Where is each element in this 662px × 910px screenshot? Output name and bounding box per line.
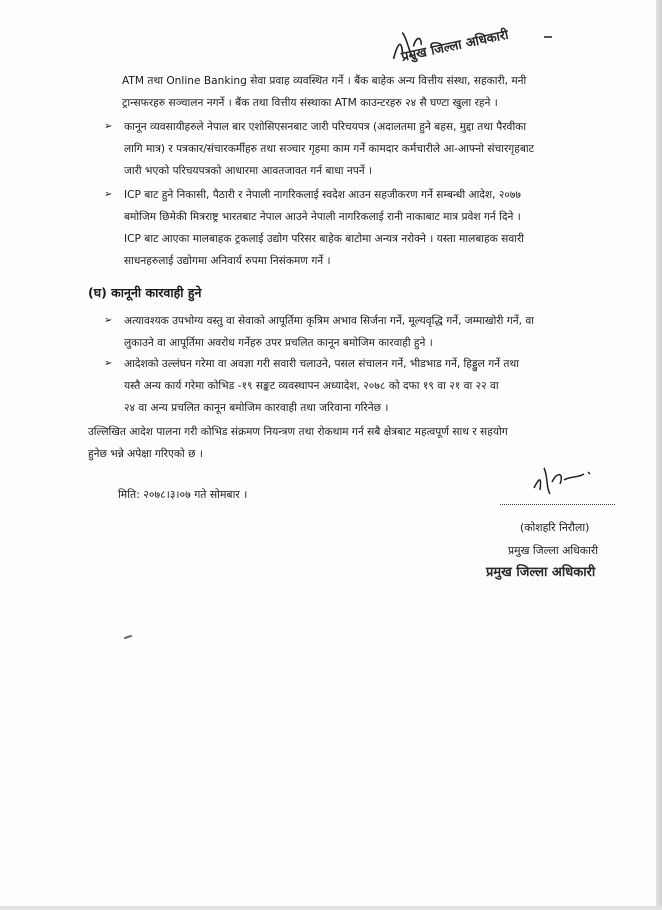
pen-mark xyxy=(544,36,552,38)
bullet-line: साधनहरुलाई उद्योगमा अनिवार्य रुपमा निसंकमण गर्ने । xyxy=(124,255,331,267)
bullet-line: ICP बाट आएका मालबाहक ट्रकलाई उद्योग परिसर बाहेक बाटोमा अन्यत्र नरोक्ने । यस्ता मालबाहक सवारी xyxy=(124,233,525,245)
bullet-arrow-icon: ➢ xyxy=(104,358,113,369)
paragraph-line: ATM तथा Online Banking सेवा प्रवाह व्यवस्थित गर्ने । बैंक बाहेक अन्य वित्तीय संस्था, सहकारी, मनी xyxy=(122,75,527,87)
scan-edge-bottom xyxy=(0,906,662,910)
official-stamp-bottom: प्रमुख जिल्ला अधिकारी xyxy=(486,565,596,580)
bullet-line: ICP बाट हुने निकासी, पैठारी र नेपाली नागरिकलाई स्वदेश आउन सहजीकरण गर्ने सम्बन्धी आदेश, २०७७ xyxy=(124,189,521,201)
bullet-line: लुकाउने वा आपूर्तिमा अवरोध गर्नेहरु उपर प्रचलित कानून बमोजिम कारवाही हुने । xyxy=(124,337,433,349)
paragraph-closing xyxy=(88,421,648,465)
bullet-arrow-icon: ➢ xyxy=(104,189,113,200)
bullet-line: लागि मात्र) र पत्रकार/संचारकर्मीहरु तथा सञ्चार गृहमा काम गर्ने कामदार कर्मचारीले आ-आफ्नो संचारगृहबाट xyxy=(124,143,535,155)
handwritten-signature-icon xyxy=(530,460,600,500)
pen-mark xyxy=(124,635,132,640)
bullet-arrow-icon: ➢ xyxy=(104,121,113,132)
bullet-line: कानून व्यवसायीहरुले नेपाल बार एशोसिएसनबाट जारी परिचयपत्र (अदालतमा हुने बहस, मुद्दा तथा पैरवीका xyxy=(124,121,527,133)
section-heading: (घ) कानूनी कारवाही हुने xyxy=(88,285,202,300)
signature-dotted-line xyxy=(500,504,615,505)
signatory-name: (कोशहरि निरौला) xyxy=(520,521,590,534)
stamp-text: प्रमुख जिल्ला अधिकारी xyxy=(399,27,510,66)
bullet-line: २४ वा अन्य प्रचलित कानून बमोजिम कारवाही तथा जरिवाना गरिनेछ । xyxy=(124,402,389,414)
paragraph-line: उल्लिखित आदेश पालना गरी कोभिड संक्रमण नियन्त्रण तथा रोकथाम गर्न सबै क्षेत्रबाट महत्वपूर्ण साथ र सहयोग xyxy=(88,426,508,438)
bullet-arrow-icon: ➢ xyxy=(104,315,113,326)
paragraph-line: हुनेछ भन्ने अपेक्षा गरिएको छ । xyxy=(88,448,203,460)
bullet-line: आदेशको उल्लंघन गरेमा वा अवज्ञा गरी सवारी चलाउने, पसल संचालन गर्ने, भीडभाड गर्ने, हिड्डुल गर्ने तथा xyxy=(124,358,519,370)
date-line: मिति: २०७८।३।०७ गते सोमबार । xyxy=(118,488,248,501)
bullet-line: यस्तै अन्य कार्य गरेमा कोभिड -१९ सङ्कट व्यवस्थापन अध्यादेश, २०७८ को दफा १९ वा २१ वा २२ वा xyxy=(124,380,499,392)
signatory-title: प्रमुख जिल्ला अधिकारी xyxy=(508,544,599,557)
paragraph-line: ट्रान्सफरहरु सञ्चालन नगर्ने । बैंक तथा वित्तीय संस्थाका ATM काउन्टरहरु २४ सै घण्टा खुला रहने । xyxy=(122,97,498,109)
bullet-line: बमोजिम छिमेकी मित्रराष्ट्र भारतबाट नेपाल आउने नेपाली नागरिकलाई रानी नाकाबाट मात्र प्रवेश गर्न दिने । xyxy=(124,211,521,223)
bullet-line: जारी भएको परिचयपत्रको आधारमा आवतजावत गर्न बाधा नपर्ने । xyxy=(124,165,372,177)
paragraph-top xyxy=(122,70,642,114)
bullet-line: अत्यावश्यक उपभोग्य वस्तु वा सेवाको आपूर्तिमा कृत्रिम अभाव सिर्जना गर्ने, मूल्यवृद्धि गर्ने, जम्माखोरी गर्ने, वा xyxy=(124,315,534,327)
